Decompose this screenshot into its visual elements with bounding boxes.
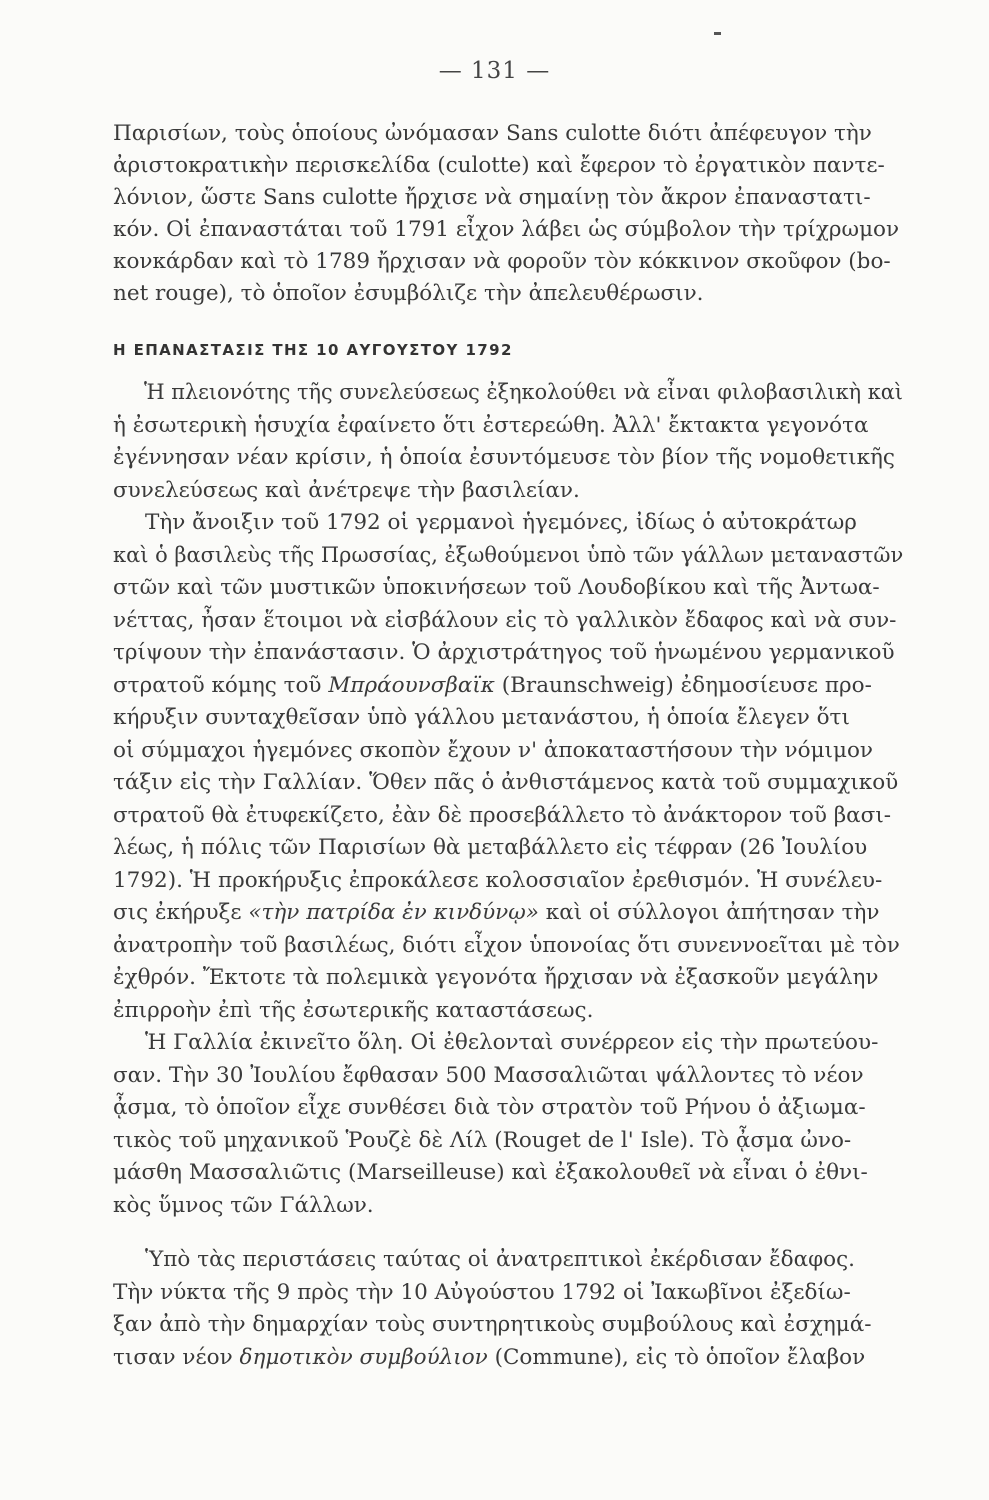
text-line: λέως, ἡ πόλις τῶν Παρισίων θὰ μεταβάλλετο εἰς τέφραν (26 Ἰουλίου bbox=[113, 835, 868, 860]
text-line: ἐπιρροὴν ἐπὶ τῆς ἐσωτερικῆς καταστάσεως. bbox=[113, 997, 594, 1023]
text-line: μάσθη Μασσαλιῶτις (Marseilleuse) καὶ ἐξακολουθεῖ νὰ εἶναι ὁ ἐθνι- bbox=[113, 1160, 868, 1185]
ink-mark bbox=[714, 32, 721, 35]
text-line: Ὑπὸ τὰς περιστάσεις ταύτας οἱ ἀνατρεπτικοὶ ἐκέρδισαν ἔδαφος. bbox=[145, 1247, 855, 1272]
text-span: (Commune), εἰς τὸ ὁποῖον ἔλαβον bbox=[494, 1344, 866, 1370]
text-line: τάξιν εἰς τὴν Γαλλίαν. Ὅθεν πᾶς ὁ ἀνθιστάμενος κατὰ τοῦ συμμαχικοῦ bbox=[113, 770, 899, 795]
text-span: σις ἐκήρυξε bbox=[113, 900, 242, 925]
text-line: Τὴν ἄνοιξιν τοῦ 1792 οἱ γερμανοὶ ἡγεμόνες, ἰδίως ὁ αὐτοκράτωρ bbox=[145, 510, 857, 535]
text-line: ἐγέννησαν νέαν κρίσιν, ἡ ὁποία ἐσυντόμευσε τὸν βίον τῆς νομοθετικῆς bbox=[113, 445, 895, 470]
text-line: ᾆσμα, τὸ ὁποῖον εἶχε συνθέσει διὰ τὸν στρατὸν τοῦ Ρήνου ὁ ἀξιωμα- bbox=[113, 1095, 866, 1120]
text-line: ἡ ἐσωτερικὴ ἡσυχία ἐφαίνετο ὅτι ἐστερεώθη. Ἀλλ' ἔκτακτα γεγονότα bbox=[113, 412, 869, 438]
text-line: τρίψουν τὴν ἐπανάστασιν. Ὁ ἀρχιστράτηγος τοῦ ἡνωμένου γερμανικοῦ bbox=[113, 640, 895, 665]
text-line: Παρισίων, τοὺς ὁποίους ὠνόμασαν Sans culotte διότι ἀπέφευγον τὴν bbox=[113, 121, 872, 146]
page-number: — 131 — bbox=[438, 58, 551, 84]
text-span: τισαν νέον bbox=[113, 1344, 233, 1370]
italic-quote: «τὴν πατρίδα ἐν κινδύνῳ» bbox=[248, 900, 539, 925]
text-line: σαν. Τὴν 30 Ἰουλίου ἔφθασαν 500 Μασσαλιῶται ψάλλοντες τὸ νέον bbox=[113, 1062, 864, 1088]
text-line: ἀριστοκρατικὴν περισκελίδα (culotte) καὶ ἔφερον τὸ ἐργατικὸν παντε- bbox=[113, 153, 885, 178]
text-line: Ἡ πλειονότης τῆς συνελεύσεως ἐξηκολούθει νὰ εἶναι φιλοβασιλικὴ καὶ bbox=[143, 380, 903, 405]
text-line: οἱ σύμμαχοι ἡγεμόνες σκοπὸν ἔχουν ν' ἀποκαταστήσουν τὴν νόμιμον bbox=[113, 737, 873, 763]
text-line: Τὴν νύκτα τῆς 9 πρὸς τὴν 10 Αὐγούστου 1792 οἱ Ἰακωβῖνοι ἐξεδίω- bbox=[113, 1279, 851, 1305]
text-span: (Braunschweig) ἐδημοσίευσε προ- bbox=[501, 672, 872, 698]
text-line: Ἡ Γαλλία ἐκινεῖτο ὅλη. Οἱ ἐθελονταὶ συνέρρεον εἰς τὴν πρωτεύου- bbox=[145, 1030, 879, 1055]
text-line: ἀνατροπὴν τοῦ βασιλέως, διότι εἶχον ὑπονοίας ὅτι συνεννοεῖται μὲ τὸν bbox=[113, 932, 900, 958]
text-line: τικὸς τοῦ μηχανικοῦ Ῥουζὲ δὲ Λίλ (Rouget de l' Isle). Τὸ ᾆσμα ὠνο- bbox=[113, 1127, 852, 1153]
section-heading: Η ΕΠΑΝΑΣΤΑΣΙΣ ΤΗΣ 10 ΑΥΓΟΥΣΤΟΥ 1792 bbox=[113, 341, 513, 359]
text-line: καὶ ὁ βασιλεὺς τῆς Πρωσσίας, ἐξωθούμενοι ὑπὸ τῶν γάλλων μεταναστῶν bbox=[113, 542, 904, 568]
text-line: συνελεύσεως καὶ ἀνέτρεψε τὴν βασιλείαν. bbox=[113, 477, 580, 503]
italic-term: δημοτικὸν συμβούλιον bbox=[239, 1344, 488, 1370]
text-line: ξαν ἀπὸ τὴν δημαρχίαν τοὺς συντηρητικοὺς συμβούλους καὶ ἐσχημά- bbox=[113, 1312, 872, 1337]
text-line bbox=[113, 671, 872, 701]
text-line: net rouge), τὸ ὁποῖον ἐσυμβόλιζε τὴν ἀπελευθέρωσιν. bbox=[113, 281, 704, 306]
text-line: λόνιον, ὥστε Sans culotte ἤρχισε νὰ σημαίνῃ τὸν ἄκρον ἐπαναστατι- bbox=[113, 185, 871, 210]
text-line: ἐχθρόν. Ἔκτοτε τὰ πολεμικὰ γεγονότα ἤρχισαν νὰ ἐξασκοῦν μεγάλην bbox=[113, 965, 879, 990]
italic-name: Μπράουνσβαϊκ bbox=[328, 672, 495, 698]
text-line: στῶν καὶ τῶν μυστικῶν ὑποκινήσεων τοῦ Λουδοβίκου καὶ τῆς Ἀντωα- bbox=[113, 575, 880, 600]
text-line: νέττας, ἦσαν ἕτοιμοι νὰ εἰσβάλουν εἰς τὸ γαλλικὸν ἔδαφος καὶ νὰ συν- bbox=[113, 607, 897, 633]
text-line bbox=[113, 1343, 865, 1373]
text-line: κήρυξιν συνταχθεῖσαν ὑπὸ γάλλου μετανάστου, ἡ ὁποία ἔλεγεν ὅτι bbox=[113, 705, 850, 730]
text-line: κὸς ὕμνος τῶν Γάλλων. bbox=[113, 1192, 374, 1218]
text-line: στρατοῦ θὰ ἐτυφεκίζετο, ἐὰν δὲ προσεβάλλετο τὸ ἀνάκτορον τοῦ βασι- bbox=[113, 802, 892, 828]
text-line: 1792). Ἡ προκήρυξις ἐπροκάλεσε κολοσσιαῖον ἐρεθισμόν. Ἡ συνέλευ- bbox=[113, 867, 883, 893]
text-line bbox=[113, 898, 879, 928]
text-line: κόν. Οἱ ἐπαναστάται τοῦ 1791 εἶχον λάβει ὡς σύμβολον τὴν τρίχρωμον bbox=[113, 217, 900, 242]
text-span: στρατοῦ κόμης τοῦ bbox=[113, 672, 322, 698]
text-line: κονκάρδαν καὶ τὸ 1789 ἤρχισαν νὰ φοροῦν τὸν κόκκινον σκοῦφον (bo- bbox=[113, 249, 891, 274]
text-span: καὶ οἱ σύλλογοι ἀπήτησαν τὴν bbox=[545, 900, 880, 925]
